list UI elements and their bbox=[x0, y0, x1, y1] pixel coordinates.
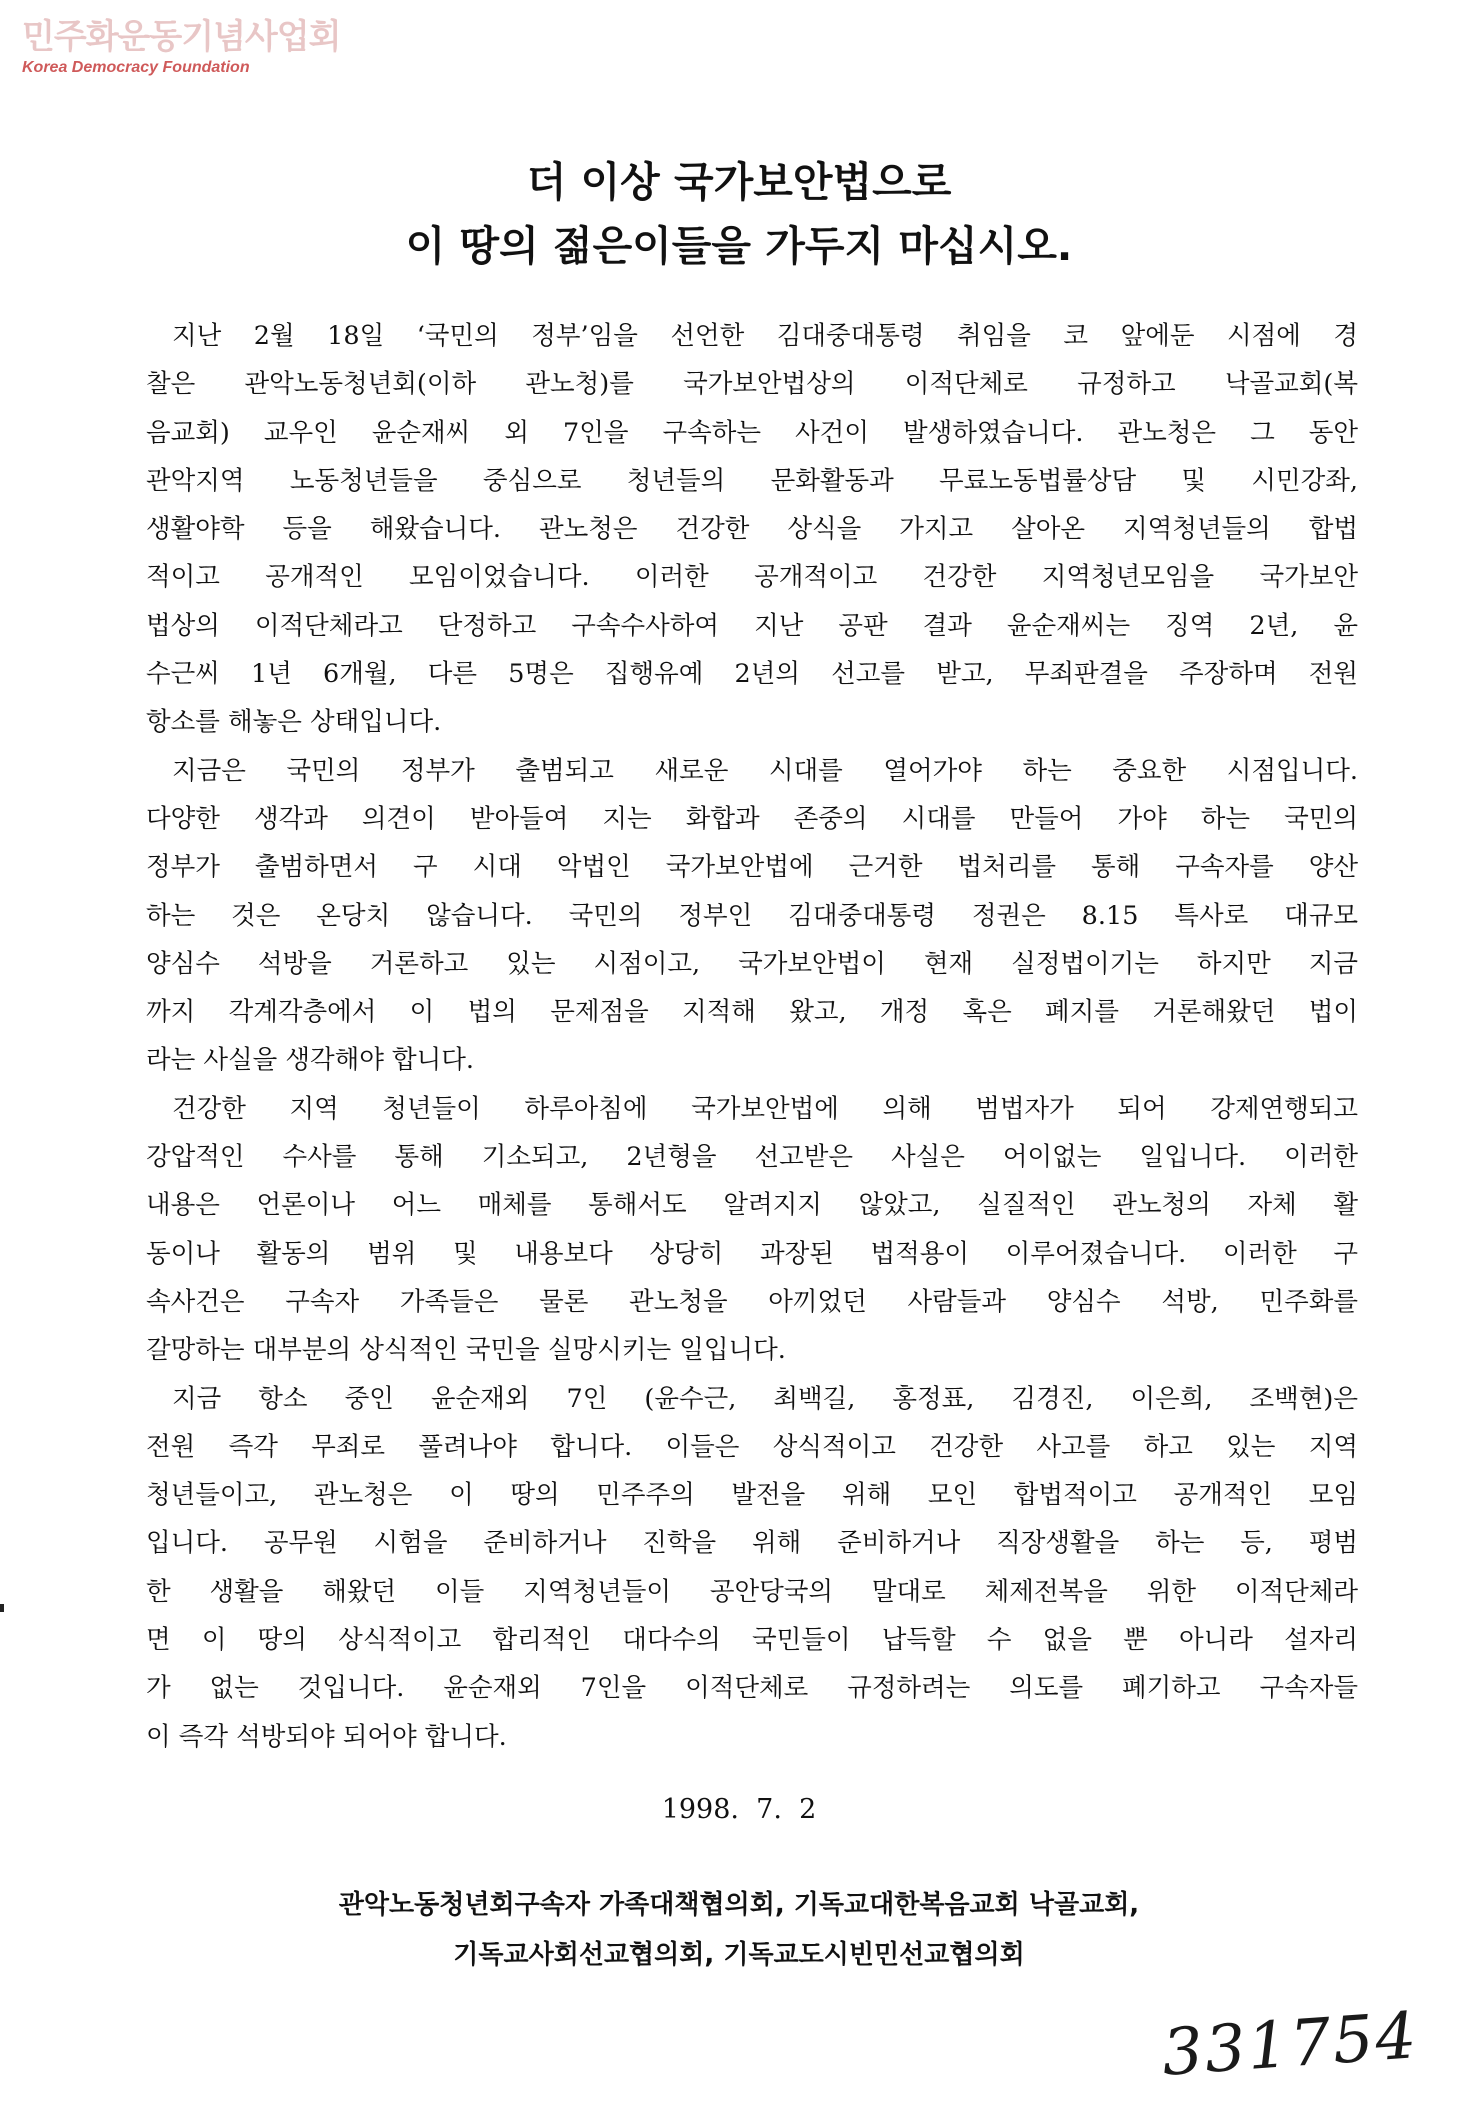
body-line: 관악지역 노동청년들을 중심으로 청년들의 문화활동과 무료노동법률상담 및 시민강좌, bbox=[146, 465, 1358, 496]
document-date: 1998. 7. 2 bbox=[661, 1794, 817, 1825]
body-line: 건강한 지역 청년들이 하루아침에 국가보안법에 의해 범법자가 되어 강제연행되고 bbox=[172, 1093, 1358, 1124]
body-line: 한 생활을 해왔던 이들 지역청년들이 공안당국의 말대로 체제전복을 위한 이적단체라 bbox=[146, 1576, 1358, 1607]
handwritten-document-number: 331754 bbox=[1159, 1999, 1421, 2091]
body-line: 정부가 출범하면서 구 시대 악법인 국가보안법에 근거한 법처리를 통해 구속자를 양산 bbox=[146, 852, 1358, 883]
body-line: 면 이 땅의 상식적이고 합리적인 대다수의 국민들이 납득할 수 없을 뿐 아니라 설자리 bbox=[146, 1625, 1358, 1656]
document-title bbox=[0, 150, 1478, 278]
body-line: 양심수 석방을 거론하고 있는 시점이고, 국가보안법이 현재 실정법이기는 하지만 지금 bbox=[146, 948, 1358, 979]
body-line: 생활야학 등을 해왔습니다. 관노청은 건강한 상식을 가지고 살아온 지역청년들의 합법 bbox=[146, 514, 1358, 545]
body-line: 항소를 해놓은 상태입니다. bbox=[146, 707, 442, 738]
body-line: 속사건은 구속자 가족들은 물론 관노청을 아끼었던 사람들과 양심수 석방, 민주화를 bbox=[146, 1286, 1358, 1317]
body-line: 까지 각계각층에서 이 법의 문제점을 지적해 왔고, 개정 혹은 폐지를 거론해왔던 법이 bbox=[146, 997, 1358, 1028]
body-line: 강압적인 수사를 통해 기소되고, 2년형을 선고받은 사실은 어이없는 일입니다. 이러한 bbox=[146, 1142, 1358, 1173]
body-line: 이 즉각 석방되야 되어야 합니다. bbox=[146, 1721, 507, 1752]
title-line-2: 이 땅의 젊은이들을 가두지 마십시오. bbox=[405, 222, 1073, 270]
body-line: 지금 항소 중인 윤순재외 7인 (윤수근, 최백길, 홍정표, 김경진, 이은희, 조백현)은 bbox=[172, 1383, 1358, 1414]
body-line: 하는 것은 온당치 않습니다. 국민의 정부인 김대중대통령 정권은 8.15 특사로 대규모 bbox=[146, 900, 1358, 931]
body-line: 라는 사실을 생각해야 합니다. bbox=[146, 1045, 475, 1076]
signers-line-2: 기독교사회선교협의회, 기독교도시빈민선교협의회 bbox=[453, 1940, 1025, 1970]
body-line: 입니다. 공무원 시험을 준비하거나 진학을 위해 준비하거나 직장생활을 하는 등, 평범 bbox=[146, 1528, 1358, 1559]
body-line: 찰은 관악노동청년회(이하 관노청)를 국가보안법상의 이적단체로 규정하고 낙골교회(복 bbox=[146, 369, 1358, 400]
body-line: 법상의 이적단체라고 단정하고 구속수사하여 지난 공판 결과 윤순재씨는 징역 2년, 윤 bbox=[146, 610, 1358, 641]
body-line: 동이나 활동의 범위 및 내용보다 상당히 과장된 법적용이 이루어졌습니다. 이러한 구 bbox=[146, 1238, 1358, 1269]
body-line: 지금은 국민의 정부가 출범되고 새로운 시대를 열어가야 하는 중요한 시점입니다. bbox=[172, 755, 1358, 786]
body-line: 다양한 생각과 의견이 받아들여 지는 화합과 존중의 시대를 만들어 가야 하는 국민의 bbox=[146, 803, 1358, 834]
body-line: 청년들이고, 관노청은 이 땅의 민주주의 발전을 위해 모인 합법적이고 공개적인 모임 bbox=[146, 1480, 1358, 1511]
foundation-watermark bbox=[22, 16, 342, 78]
signatory-organizations bbox=[0, 1880, 1478, 1980]
watermark-korean: 민주화운동기념사업회 bbox=[22, 17, 341, 57]
body-line: 갈망하는 대부분의 상식적인 국민을 실망시키는 일입니다. bbox=[146, 1335, 786, 1366]
body-line: 적이고 공개적인 모임이었습니다. 이러한 공개적이고 건강한 지역청년모임을 국가보안 bbox=[146, 562, 1358, 593]
title-line-1: 더 이상 국가보안법으로 bbox=[526, 158, 952, 206]
document-body bbox=[146, 312, 1358, 1761]
watermark-english: Korea Democracy Foundation bbox=[22, 59, 250, 76]
body-line: 가 없는 것입니다. 윤순재외 7인을 이적단체로 규정하려는 의도를 폐기하고 구속자들 bbox=[146, 1673, 1358, 1704]
body-line: 지난 2월 18일 ‘국민의 정부’임을 선언한 김대중대통령 취임을 코 앞에둔 시점에 경 bbox=[172, 321, 1358, 351]
body-line: 수근씨 1년 6개월, 다른 5명은 집행유예 2년의 선고를 받고, 무죄판결을 주장하며 전원 bbox=[146, 659, 1358, 690]
signers-line-1: 관악노동청년회구속자 가족대책협의회, 기독교대한복음교회 낙골교회, bbox=[338, 1890, 1140, 1920]
body-line: 내용은 언론이나 어느 매체를 통해서도 알려지지 않았고, 실질적인 관노청의 자체 활 bbox=[146, 1190, 1358, 1221]
scan-speck bbox=[0, 1604, 4, 1612]
body-line: 전원 즉각 무죄로 풀려나야 합니다. 이들은 상식적이고 건강한 사고를 하고 있는 지역 bbox=[146, 1431, 1358, 1462]
body-line: 음교회) 교우인 윤순재씨 외 7인을 구속하는 사건이 발생하였습니다. 관노청은 그 동안 bbox=[146, 417, 1358, 448]
